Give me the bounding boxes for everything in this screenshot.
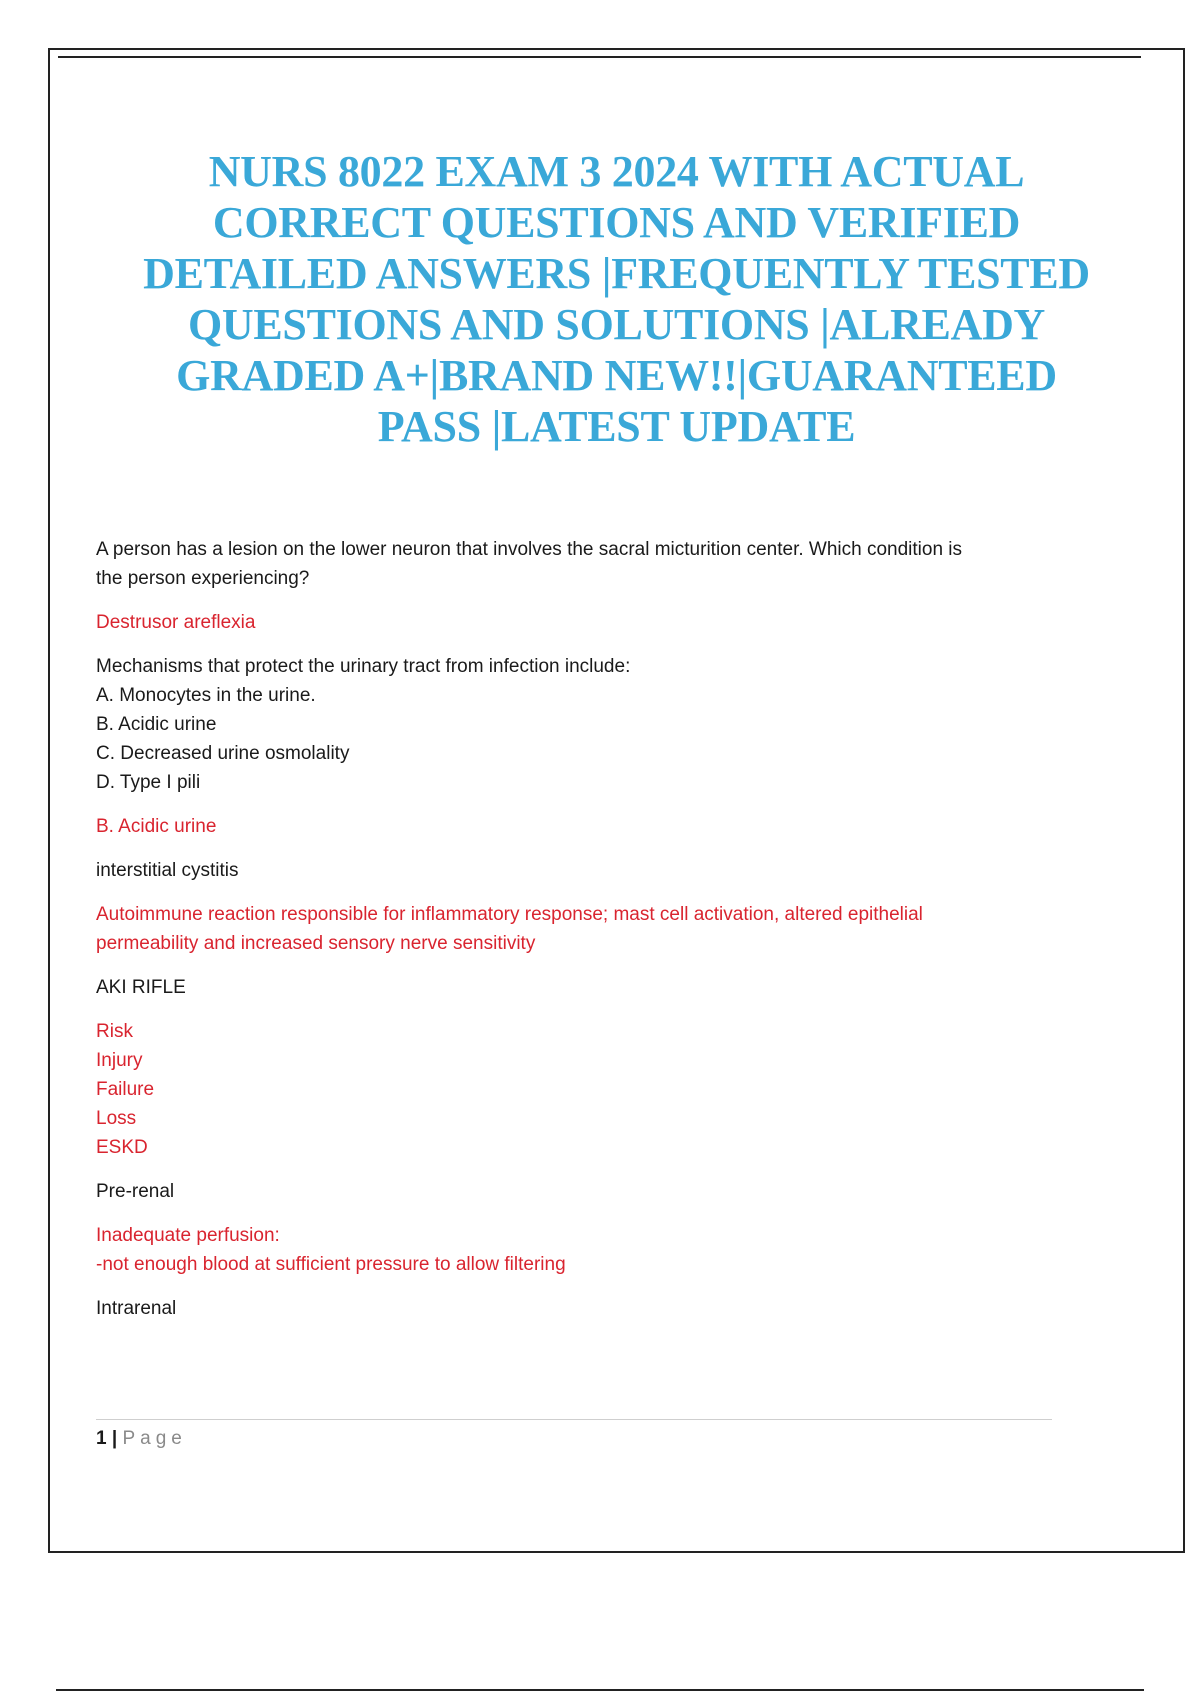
question-block: [96, 652, 1056, 797]
answer-text: permeability and increased sensory nerve sensitivity: [96, 933, 536, 954]
answer-block: [96, 812, 1056, 841]
question-text: Mechanisms that protect the urinary tract from infection include:: [96, 656, 631, 677]
page-number: 1: [96, 1428, 107, 1449]
footer-rule: [96, 1419, 1052, 1420]
question-text: A person has a lesion on the lower neuron that involves the sacral micturition center. Which condition is: [96, 539, 963, 560]
question-block: [96, 1177, 1056, 1206]
top-rule: [58, 56, 1141, 58]
question-block: [96, 1294, 1056, 1323]
answer-text: Injury: [96, 1050, 143, 1071]
answer-text: ESKD: [96, 1137, 148, 1158]
title-line: PASS |LATEST UPDATE: [377, 402, 856, 451]
answer-text: Autoimmune reaction responsible for inflammatory response; mast cell activation, altered epithelial: [96, 904, 923, 925]
title-line: DETAILED ANSWERS |FREQUENTLY TESTED: [143, 249, 1090, 298]
answer-text: Risk: [96, 1021, 133, 1042]
answer-block: [96, 900, 1056, 958]
option-text: D. Type I pili: [96, 772, 201, 793]
bottom-rule: [56, 1689, 1144, 1691]
title-line: NURS 8022 EXAM 3 2024 WITH ACTUAL: [208, 147, 1025, 196]
title-line: GRADED A+|BRAND NEW!!|GUARANTEED: [176, 351, 1057, 400]
answer-block: [96, 608, 1056, 637]
question-text: AKI RIFLE: [96, 977, 186, 998]
answer-text: B. Acidic urine: [96, 816, 217, 837]
page-footer: [96, 1427, 187, 1451]
answer-text: Destrusor areflexia: [96, 612, 256, 633]
question-text: Pre-renal: [96, 1181, 175, 1202]
question-block: [96, 535, 1056, 593]
answer-text: Failure: [96, 1079, 155, 1100]
option-text: A. Monocytes in the urine.: [96, 685, 316, 706]
qa-content: [96, 535, 1056, 1338]
page-separator: |: [111, 1428, 118, 1449]
question-block: [96, 856, 1056, 885]
page-label: Page: [122, 1428, 187, 1449]
question-text: Intrarenal: [96, 1298, 177, 1319]
answer-block: [96, 1221, 1056, 1279]
question-text: the person experiencing?: [96, 568, 310, 589]
answer-text: Inadequate perfusion:: [96, 1225, 280, 1246]
document-title: [110, 146, 1123, 452]
title-line: QUESTIONS AND SOLUTIONS |ALREADY: [187, 300, 1046, 349]
option-text: B. Acidic urine: [96, 714, 217, 735]
title-line: CORRECT QUESTIONS AND VERIFIED: [212, 198, 1021, 247]
question-text: interstitial cystitis: [96, 860, 239, 881]
answer-block: [96, 1017, 1056, 1162]
question-block: [96, 973, 1056, 1002]
option-text: C. Decreased urine osmolality: [96, 743, 350, 764]
answer-text: -not enough blood at sufficient pressure to allow filtering: [96, 1254, 566, 1275]
answer-text: Loss: [96, 1108, 137, 1129]
